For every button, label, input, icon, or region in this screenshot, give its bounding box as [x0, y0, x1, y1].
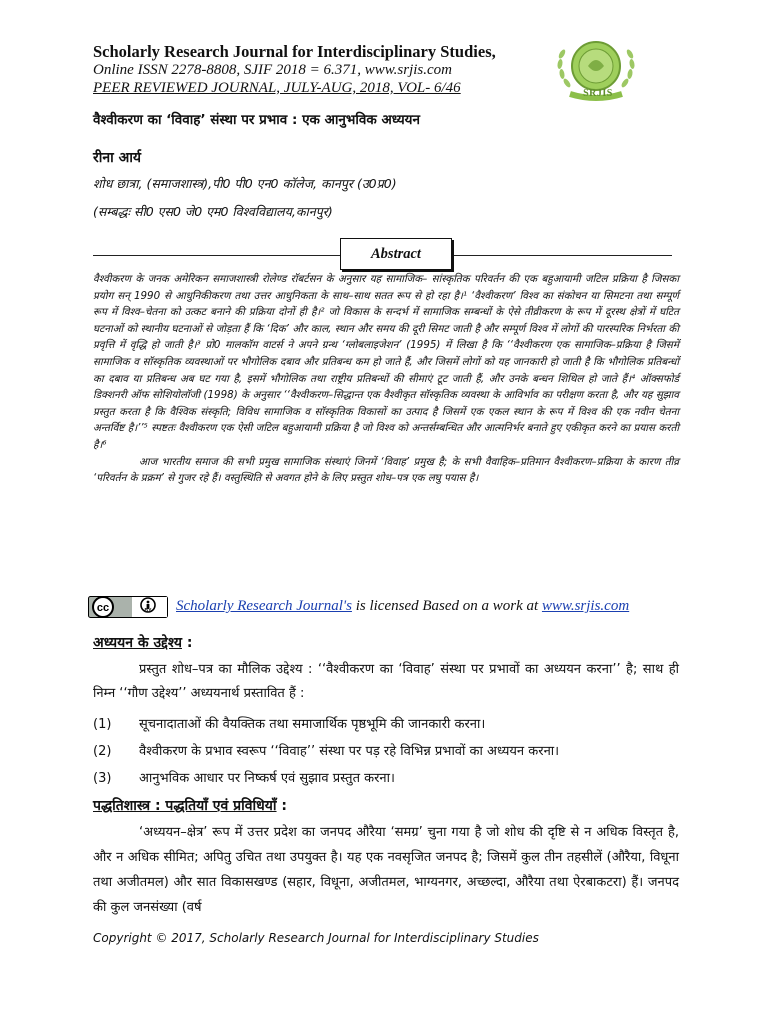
- objective-text: आनुभविक आधार पर निष्कर्ष एवं सुझाव प्रस्तुत करना।: [139, 771, 395, 786]
- objectives-intro-text: प्रस्तुत शोध–पत्र का मौलिक उद्देश्य : ‘‘वैश्वीकरण का ‘विवाह’ संस्था पर प्रभावों का अध्ययन करना’’ है; साथ ही निम्न ‘‘गौण उद्देश्य’’ अध्ययनार्थ प्रस्तावित हैं :: [93, 662, 679, 701]
- journal-link[interactable]: Scholarly Research Journal's: [176, 598, 352, 614]
- license-row: [88, 596, 688, 620]
- objectives-heading: [93, 633, 192, 652]
- methodology-paragraph: ‘अध्ययन–क्षेत्र’ रूप में उत्तर प्रदेश का जनपद औरैया ‘समग्र’ चुना गया है जो शोध की दृष्टि से न अधिक विस्तृत है, और न अधिक सीमित; अपितु उचित तथा उपयुक्त है। यह एक नवसृजित जनपद है; जिसमें कुल तीन तहसीलें (औरैया, विधूना तथा अजीतमल) और सात विकासखण्ड (सहार, विधूना, अजीतमल, भाग्यनगर, अच्छल्दा, औरैया तथा ऐरबाकटरा) हैं। जनपद की कुल जनसंख्या (वर्ष: [93, 825, 679, 915]
- creative-commons-by-icon: [88, 596, 168, 618]
- objective-number: (1): [93, 717, 112, 732]
- methodology-heading-suffix: :: [276, 798, 288, 814]
- abstract-paragraph: आज भारतीय समाज की सभी प्रमुख सामाजिक संस्थाएं जिनमें ‘विवाह’ प्रमुख है; के सभी वैवाहिक–प्रतिमान वैश्वीकरण–प्रक्रिया के कारण तीव्र ‘परिवर्तन के प्रक्रम’ से गुजर रहे हैं। वस्तुस्थिति से अवगत होने के लिए प्रस्तुत शोध–पत्र एक लघु पयास है।: [93, 455, 679, 485]
- divider-left: [93, 255, 340, 256]
- author-affiliation-university: (सम्बद्धः सी0 एस0 जे0 एम0 विश्वविद्यालय,कानपुर): [93, 204, 333, 219]
- journal-title: Scholarly Research Journal for Interdisciplinary Studies,: [93, 42, 496, 61]
- methodology-heading: [93, 796, 287, 815]
- logo-text: SRJIS: [583, 88, 613, 99]
- journal-issn-line: Online ISSN 2278-8808, SJIF 2018 = 6.371, www.srjis.com: [93, 62, 452, 78]
- objective-text: सूचनादाताओं की वैयक्तिक तथा समाजार्थिक पृष्ठभूमि की जानकारी करना।: [139, 717, 486, 732]
- author-affiliation: शोध छात्रा, (समाजशास्त्र),पी0 पी0 एन0 कॉलेज, कानपुर (उ0प्र0): [93, 176, 397, 191]
- license-middle-text: is licensed Based on a work at: [351, 598, 542, 614]
- license-text: [176, 596, 629, 616]
- author-name: रीना आर्य: [93, 150, 142, 166]
- divider-right: [452, 255, 672, 256]
- objectives-heading-text: अध्ययन के उद्देश्य: [93, 635, 182, 651]
- journal-header: [93, 42, 573, 97]
- objective-text: वैश्वीकरण के प्रभाव स्वरूप ‘‘विवाह’’ संस्था पर पड़ रहे विभिन्न प्रभावों का अध्ययन करना।: [139, 744, 560, 759]
- abstract-heading-box: [340, 238, 452, 270]
- abstract-paragraph: वैश्वीकरण के जनक अमेरिकन समाजशास्त्री रोलेण्ड रॉबर्टसन के अनुसार यह सामाजिक– सांस्कृतिक परिवर्तन की एक बहुआयामी जटिल प्रक्रिया है जिसका प्रयोग सन् 1990 से आधुनिकीकरण तथा उत्तर आधुनिकता के साथ–साथ सतत रूप से हो रहा है।¹ ‘वैश्वीकरण’ विश्व का संकोचन या सिमटना तथा सम्पूर्ण रूप में विश्व–चेतना को उत्कट बनाने की प्रक्रिया दोनों ही है।² जो विकास के सन्दर्भ में सामाजिक सम्बन्धों के ऐसे तीव्रीकरण के रूप में दूरस्थ क्षेत्रों में घटित घटनाओं को स्थानीय घटनाओं से जोड़ता हैं कि ‘दिक’ और काल, स्थान और समय की दूरी सिमट जाती है और सम्पूर्ण विश्व में लोगों की पारस्परिक निर्भरता की प्रवृत्ति में वृद्धि हो जाती है।³ प्रो0 मालकॉम वाटर्स ने अपने ग्रन्थ ‘ग्लोबलाइजेशन’ (1995) में लिखा है कि ‘‘वैश्वीकरण एक सामाजिक–प्रक्रिया है जिसमें सामाजिक व सॉस्कृतिक व्यवस्थाओं पर भौगोलिक दबाव और प्रतिबन्ध कम हो जाते हैं, और जिसमें लोगों को यह जानकारी हो जाती है कि भौगोलिक प्रतिबन्धों का दबाव या प्रतिबन्ध अब घट गया है, इसमें भौगोलिक तथा राष्ट्रीय प्रतिबन्धों की सीमाएं टूट जाती हैं, और उनके बन्धन शिथिल हो जाते हैं।⁴ ऑक्सफोर्ड डिक्शनरी ऑफ सोशियोलॉजी (1998) के अनुसार ‘‘वैश्वीकरण–सिद्धान्त एक वैश्वीकृत सॉस्कृतिक व्यवस्था के आविर्भाव का परीक्षण करता है, और यह सुझाव प्रस्तुत करता है कि वैश्विक संस्कृति; विविध सामाजिक व सॉस्कृतिक विकासों का उत्पाद है जिसमें एक एकल स्थान के रूप में विश्व की एक नवीन चेतना अन्तर्विष्ट है।’’⁵ स्पष्टतः वैश्वीकरण एक ऐसी जटिल बहुआयामी प्रक्रिया है जो विश्व को अन्तर्सम्बन्धित और आत्मनिर्भर बनाते हुए एकीकृत करने का प्रयास करती है।⁶: [93, 273, 679, 451]
- journal-peer-review-line: PEER REVIEWED JOURNAL, JULY-AUG, 2018, VOL- 6/46: [93, 80, 461, 96]
- objectives-heading-suffix: :: [182, 635, 193, 651]
- objectives-intro: [93, 658, 679, 706]
- objective-number: (3): [93, 771, 112, 786]
- cc-badge-label: BY: [144, 608, 152, 614]
- methodology-body: [93, 820, 679, 920]
- website-link[interactable]: www.srjis.com: [541, 598, 630, 614]
- objective-number: (2): [93, 744, 112, 759]
- methodology-heading-text: पद्धतिशास्त्र : पद्धतियाँ एवं प्रविधियाँ: [93, 798, 277, 814]
- copyright-footer: Copyright © 2017, Scholarly Research Journal for Interdisciplinary Studies: [93, 931, 539, 945]
- svg-text:cc: cc: [96, 602, 110, 614]
- abstract-heading: Abstract: [371, 246, 421, 262]
- paper-title: वैश्वीकरण का ‘विवाह’ संस्था पर प्रभाव : एक आनुभविक अध्ययन: [93, 112, 421, 128]
- abstract-body: [93, 271, 679, 487]
